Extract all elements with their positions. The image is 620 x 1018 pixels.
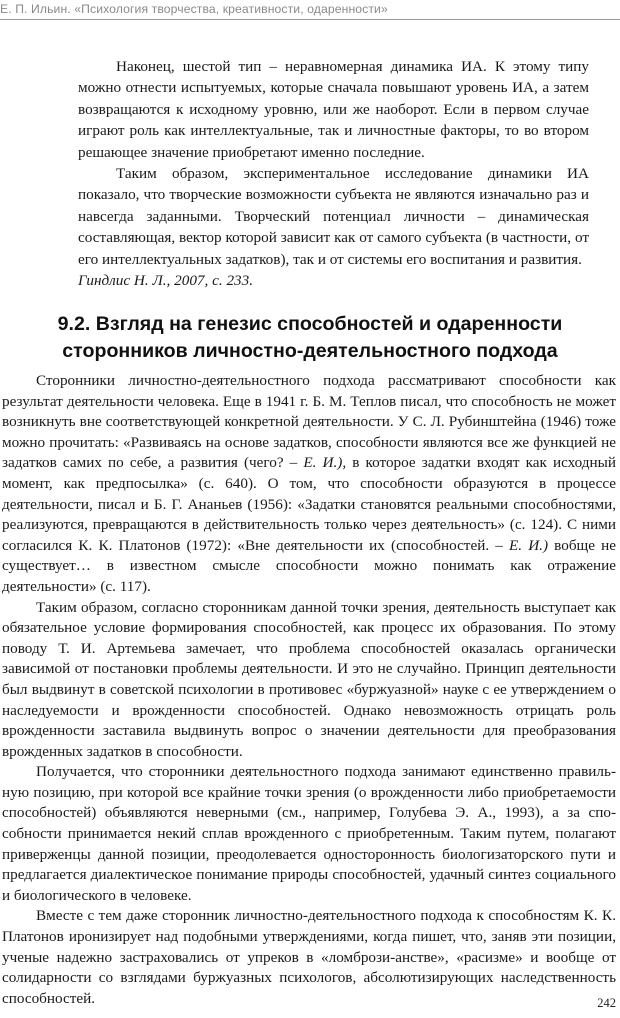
quote-paragraph: Наконец, шестой тип – неравномерная динамика ИА. К этому типу можно отнести испытуемых, которые сначала повышают уровень ИА, а затем возвращаются к исходному уровню, или же наоборот. Если в первом случае играют роль как интеллектуальные, так и личностные факторы, то во втором решающее значение приобретают именно последние. (78, 58, 589, 161)
body-text-run: вобще не существует… в известном смысле способности можно понимать как отражение деятельности» (с. 117). (2, 536, 616, 595)
header-divider (0, 19, 620, 20)
body-paragraph: Таким образом, согласно сторонникам данной точки зрения, деятельность выступает как обязательное условие формирования способностей, как процесс их образования. По этому поводу Т. И. Артемьева замечает, что проблема способностей оказалась органически зависимой от постановки проблемы деятельности. И это не случайно. Принцип деятельности был выдвинут в советской психологии в противовес «буржуазной» науке с ее утверждением о наследуемости и врожденности способностей. Однако невозможность отрицать роль врожденности заставила выдвинуть вопрос о значении деятельности для преобразования врожденных задатков в способности. (2, 598, 616, 760)
quote-source: Гиндлис Н. Л., 2007, с. 233. (78, 272, 254, 290)
body-paragraph: Вместе с тем даже сторонник личностно-деятельностного подхода к способностям К. К. Платонов иронизирует над подобными утверждениями, когда пишет, что, заняв эти позиции, ученые надежно застраховались от упреков в «ломбрози-анстве», «расизме» и вообще от солидарности со взглядами буржуазных психологов, абсолютизирующих наследственность способностей. (2, 907, 616, 1007)
page-number: 242 (597, 996, 616, 1010)
body-paragraph: Получается, что сторонники деятельностного подхода занимают единственно правильную позицию, при которой все крайние точки зрения (о врожденности либо приобретаемости способностей) объявляются неверными (см., например, Голубева Э. А., 1993), а за способности принимается некий сплав врожденного с приобретенным. Таким путем, полагают приверженцы данной позиции, преодолевается односторонность биологизаторского пути и предлагается диалектическое понимание природы способностей, удачный синтез социального и биологического в человеке. (2, 763, 616, 904)
quote-block (78, 56, 589, 291)
section-heading-line: сторонников личностно-деятельностного подхода (62, 340, 558, 362)
section-heading (0, 311, 620, 365)
running-head-title: Е. П. Ильин. «Психология творчества, креативности, одаренности» (0, 2, 388, 16)
body-text-run: Сторонники личностно-деятельностного подхода рассматривают способности как результат деятельности человека. Еще в 1941 г. Б. М. Теплов писал, что способность не может возникнуть вне соответствующей конкретной деятельности. У С. Л. Рубинштейна (1946) тоже можно прочитать: «Развиваясь на основе задатков, способности являются все же функцией не задатков самих по себе, а развития (чего? – (2, 372, 616, 472)
section-heading-line: 9.2. Взгляд на генезис способностей и одаренности (57, 313, 563, 335)
author-initials: Е. И.) (508, 536, 549, 554)
author-initials: Е. И.), (303, 454, 347, 472)
body-paragraph (2, 371, 616, 598)
quote-paragraph: Таким образом, экспериментальное исследование динамики ИА показало, что творческие возможности субъекта не являются изначально раз и навсегда заданными. Творческий потенциал личности – динамическая составляющая, вектор которой зависит как от самого субъекта (в частности, от его интеллектуальных задатков), так и от системы его воспитания и развития. (78, 165, 589, 268)
body-text (2, 371, 616, 1009)
body-text-run: в которое задатки входят как исходный момент, как предпосылка» (с. 640). О том, что способности образуются в процессе деятельности, писал и Б. Г. Ананьев (1956): «Задатки становятся реальными способностями, реализуются, превращаются в действительность только через деятельность» (с. 124). С ними согласился К. К. Платонов (1972): «Вне деятельности их (способностей. – (2, 454, 616, 554)
